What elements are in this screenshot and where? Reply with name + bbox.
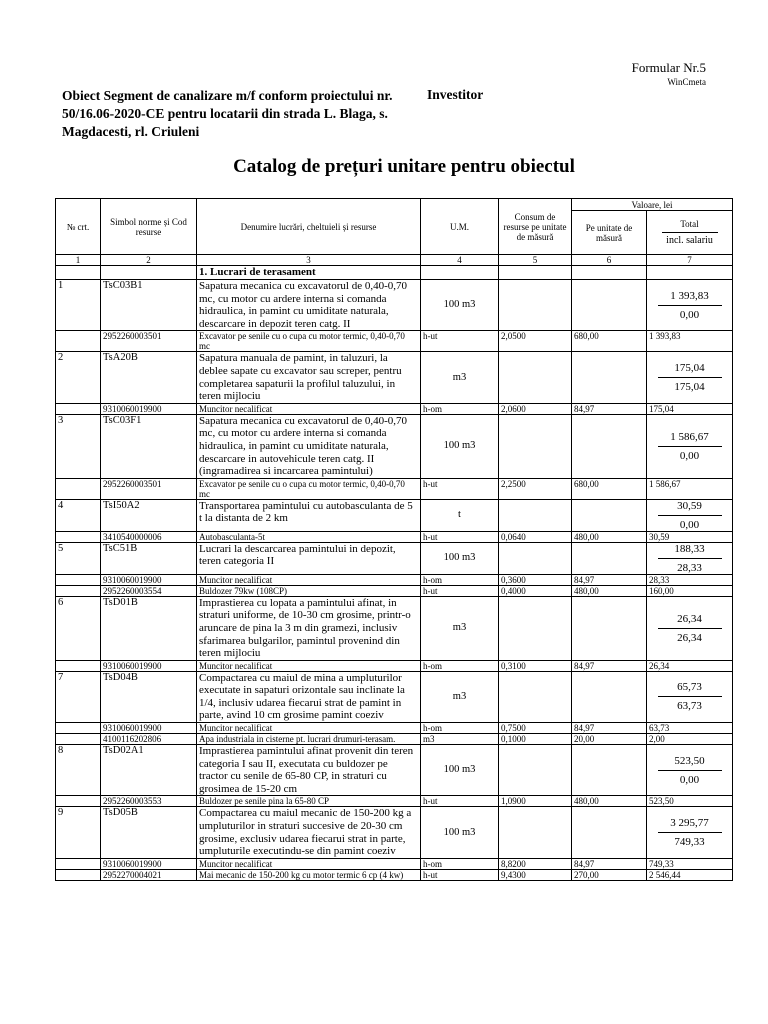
norm-code: TsD02A1: [101, 745, 197, 796]
resource-consumption: 0,4000: [499, 585, 572, 596]
col-pe-unitate-header: Pe unitate de măsură: [572, 211, 647, 255]
resource-description: Muncitor necalificat: [197, 574, 421, 585]
empty-cell: [572, 807, 647, 858]
resource-description: Muncitor necalificat: [197, 403, 421, 414]
table-row: [56, 280, 733, 331]
resource-code: 3410540000006: [101, 531, 197, 542]
col-simbol-header: Simbol norme și Cod resurse: [101, 199, 197, 255]
table-row: [56, 745, 733, 796]
norm-code: TsC03B1: [101, 280, 197, 331]
resource-unit-price: 84,97: [572, 574, 647, 585]
work-description: Sapatura mecanica cu excavatorul de 0,40-0,70 mc, cu motor cu ardere interna si comanda hidraulica, in pamint cu umiditate naturala, descarcare in autovehicule teren catg. II (ingramadirea si incarcarea pamintului): [197, 414, 421, 478]
resource-unit: h-ut: [421, 331, 499, 352]
empty-cell: [572, 414, 647, 478]
total-value-cell: [647, 542, 733, 574]
unit-of-measure: m3: [421, 596, 499, 660]
work-description: Imprastierea cu lopata a pamintului afinat, in straturi uniforme, de 10-30 cm grosime, printr-o aruncare de pina la 3 m din gramezi, inclusiv sfarimarea bulgarilor, pamintul provenind din teren mijlociu: [197, 596, 421, 660]
salary-value: 26,34: [677, 631, 702, 644]
work-description: Transportarea pamintului cu autobasculanta de 5 t la distanta de 2 km: [197, 499, 421, 531]
resource-code: 9310060019900: [101, 723, 197, 734]
software-name: WinCmeta: [667, 77, 706, 87]
resource-row: [56, 331, 733, 352]
total-value-cell: [647, 807, 733, 858]
work-description: Compactarea cu maiul de mina a umpluturilor executate in sapaturi orizontale sau inclinate la 1/4, inclusiv udarea fiecarui strat de pamint in parte, avind 10 cm grosime pamint coeziv: [197, 671, 421, 722]
resource-unit-price: 480,00: [572, 796, 647, 807]
total-value-cell: [647, 280, 733, 331]
resource-total: 26,34: [647, 660, 733, 671]
resource-row: [56, 403, 733, 414]
total-value: 188,33: [674, 542, 705, 555]
unit-of-measure: 100 m3: [421, 807, 499, 858]
col-number: 3: [197, 255, 421, 266]
resource-consumption: 0,7500: [499, 723, 572, 734]
resource-consumption: 0,0640: [499, 531, 572, 542]
unit-of-measure: m3: [421, 671, 499, 722]
item-number: 9: [56, 807, 101, 858]
divider: [658, 696, 722, 697]
resource-unit-price: 84,97: [572, 403, 647, 414]
resource-description: Muncitor necalificat: [197, 723, 421, 734]
salary-value: 749,33: [674, 836, 705, 849]
resource-code: 2952260003553: [101, 796, 197, 807]
divider: [658, 446, 722, 447]
norm-code: TsD05B: [101, 807, 197, 858]
resource-total: 1 393,83: [647, 331, 733, 352]
resource-code: 9310060019900: [101, 660, 197, 671]
total-label: Total: [680, 219, 699, 229]
resource-unit-price: 84,97: [572, 858, 647, 869]
empty-cell: [572, 499, 647, 531]
col-total-header: [647, 211, 733, 255]
col-number: 5: [499, 255, 572, 266]
resource-row: [56, 723, 733, 734]
unit-of-measure: 100 m3: [421, 542, 499, 574]
unit-of-measure: 100 m3: [421, 745, 499, 796]
item-number: 8: [56, 745, 101, 796]
resource-row: [56, 585, 733, 596]
empty-cell: [572, 280, 647, 331]
col-consum-header: Consum de resurse pe unitate de măsură: [499, 199, 572, 255]
resource-consumption: 1,0900: [499, 796, 572, 807]
total-value: 523,50: [674, 754, 705, 767]
resource-unit: h-om: [421, 723, 499, 734]
divider: [658, 558, 722, 559]
resource-consumption: 0,1000: [499, 734, 572, 745]
empty-cell: [56, 660, 101, 671]
resource-total: 63,73: [647, 723, 733, 734]
resource-code: 4100116202806: [101, 734, 197, 745]
resource-total: 30,59: [647, 531, 733, 542]
total-value-cell: [647, 414, 733, 478]
resource-consumption: 0,3100: [499, 660, 572, 671]
resource-code: 2952260003501: [101, 331, 197, 352]
table-row: [56, 807, 733, 858]
item-number: 4: [56, 499, 101, 531]
salary-value: 0,00: [679, 449, 700, 462]
empty-cell: [56, 869, 101, 880]
resource-unit-price: 84,97: [572, 660, 647, 671]
price-catalog-table: [55, 198, 733, 881]
salary-value: 63,73: [677, 700, 702, 713]
resource-row: [56, 858, 733, 869]
resource-total: 28,33: [647, 574, 733, 585]
table-row: [56, 671, 733, 722]
resource-code: 2952270004021: [101, 869, 197, 880]
empty-cell: [56, 723, 101, 734]
total-value: 30,59: [677, 499, 702, 512]
total-value-cell: [647, 671, 733, 722]
item-number: 2: [56, 352, 101, 403]
col-number: 1: [56, 255, 101, 266]
work-description: Sapatura mecanica cu excavatorul de 0,40-0,70 mc, cu motor cu ardere interna si comanda hidraulica, in pamint cu umiditate naturala, descarcare in depozit teren catg. II: [197, 280, 421, 331]
empty-cell: [572, 745, 647, 796]
unit-of-measure: 100 m3: [421, 414, 499, 478]
resource-description: Autobasculanta-5t: [197, 531, 421, 542]
empty-cell: [572, 671, 647, 722]
resource-unit: h-om: [421, 403, 499, 414]
work-description: Compactarea cu maiul mecanic de 150-200 kg a umpluturilor in straturi succesive de 20-30 cm grosime, exclusiv udarea fiecarui strat in parte, umpluturile executindu-se din pamint coeziv: [197, 807, 421, 858]
empty-cell: [56, 796, 101, 807]
resource-unit-price: 84,97: [572, 723, 647, 734]
table-row: [56, 499, 733, 531]
col-number: 4: [421, 255, 499, 266]
resource-consumption: 8,8200: [499, 858, 572, 869]
salary-value: 175,04: [674, 381, 705, 394]
salary-value: 0,00: [679, 518, 700, 531]
resource-total: 2 546,44: [647, 869, 733, 880]
resource-code: 9310060019900: [101, 574, 197, 585]
resource-description: Excavator pe senile cu o cupa cu motor termic, 0,40-0,70 mc: [197, 478, 421, 499]
col-number: 7: [647, 255, 733, 266]
resource-code: 2952260003501: [101, 478, 197, 499]
empty-cell: [499, 671, 572, 722]
total-value: 175,04: [674, 362, 705, 375]
divider: [658, 377, 722, 378]
norm-code: TsC03F1: [101, 414, 197, 478]
column-numbers-row: [56, 255, 733, 266]
resource-unit-price: 270,00: [572, 869, 647, 880]
resource-total: 523,50: [647, 796, 733, 807]
col-number: 2: [101, 255, 197, 266]
empty-cell: [56, 478, 101, 499]
unit-of-measure: 100 m3: [421, 280, 499, 331]
col-nr-header: № crt.: [56, 199, 101, 255]
resource-row: [56, 531, 733, 542]
item-number: 3: [56, 414, 101, 478]
empty-cell: [56, 574, 101, 585]
resource-row: [56, 478, 733, 499]
form-number-label: Formular Nr.5: [631, 60, 706, 75]
item-number: 5: [56, 542, 101, 574]
empty-cell: [56, 858, 101, 869]
empty-cell: [499, 745, 572, 796]
resource-consumption: 9,4300: [499, 869, 572, 880]
col-number: 6: [572, 255, 647, 266]
total-value-cell: [647, 499, 733, 531]
col-um-header: U.M.: [421, 199, 499, 255]
resource-total: 175,04: [647, 403, 733, 414]
resource-unit: h-om: [421, 858, 499, 869]
divider: [658, 770, 722, 771]
empty-cell: [56, 585, 101, 596]
resource-total: 1 586,67: [647, 478, 733, 499]
resource-row: [56, 796, 733, 807]
resource-consumption: 2,0600: [499, 403, 572, 414]
resource-description: Excavator pe senile cu o cupa cu motor termic, 0,40-0,70 mc: [197, 331, 421, 352]
resource-description: Muncitor necalificat: [197, 660, 421, 671]
resource-consumption: 2,0500: [499, 331, 572, 352]
total-value: 3 295,77: [670, 817, 709, 830]
empty-cell: [499, 499, 572, 531]
work-description: Sapatura manuala de pamint, in taluzuri, la deblee sapate cu excavator sau screper, pentru completarea sapaturii la profilul taluzului, in teren mijlociu: [197, 352, 421, 403]
item-number: 6: [56, 596, 101, 660]
norm-code: TsD01B: [101, 596, 197, 660]
unit-of-measure: m3: [421, 352, 499, 403]
norm-code: TsD04B: [101, 671, 197, 722]
resource-unit: m3: [421, 734, 499, 745]
table-row: [56, 596, 733, 660]
divider: [658, 832, 722, 833]
empty-cell: [499, 542, 572, 574]
item-number: 1: [56, 280, 101, 331]
empty-cell: [499, 280, 572, 331]
table-row: [56, 352, 733, 403]
form-number: [632, 60, 706, 87]
resource-unit-price: 680,00: [572, 478, 647, 499]
col-valoare-header: Valoare, lei: [572, 199, 733, 211]
empty-cell: [56, 531, 101, 542]
resource-description: Buldozer pe senile pina la 65-80 CP: [197, 796, 421, 807]
resource-total: 749,33: [647, 858, 733, 869]
resource-unit-price: 480,00: [572, 531, 647, 542]
resource-unit: h-ut: [421, 585, 499, 596]
resource-unit: h-ut: [421, 796, 499, 807]
total-value: 26,34: [677, 612, 702, 625]
divider: [662, 232, 718, 233]
total-value: 1 393,83: [670, 289, 709, 302]
salary-value: 0,00: [679, 773, 700, 786]
empty-cell: [499, 596, 572, 660]
resource-description: Buldozer 79kw (108CP): [197, 585, 421, 596]
empty-cell: [499, 414, 572, 478]
resource-description: Mai mecanic de 150-200 kg cu motor termic 6 cp (4 kw): [197, 869, 421, 880]
section-row: [56, 266, 733, 280]
norm-code: TsC51B: [101, 542, 197, 574]
total-value-cell: [647, 352, 733, 403]
resource-code: 9310060019900: [101, 858, 197, 869]
divider: [658, 628, 722, 629]
document-title: Catalog de prețuri unitare pentru obiectul: [233, 156, 575, 177]
resource-total: 2,00: [647, 734, 733, 745]
resource-unit-price: 480,00: [572, 585, 647, 596]
total-value-cell: [647, 596, 733, 660]
resource-consumption: 0,3600: [499, 574, 572, 585]
resource-description: Muncitor necalificat: [197, 858, 421, 869]
empty-cell: [572, 542, 647, 574]
resource-unit-price: 680,00: [572, 331, 647, 352]
resource-unit: h-ut: [421, 531, 499, 542]
empty-cell: [572, 352, 647, 403]
work-description: Lucrari la descarcarea pamintului in depozit, teren categoria II: [197, 542, 421, 574]
resource-row: [56, 660, 733, 671]
resource-row: [56, 734, 733, 745]
empty-cell: [56, 331, 101, 352]
resource-unit: h-ut: [421, 869, 499, 880]
salary-value: 0,00: [679, 308, 700, 321]
resource-code: 2952260003554: [101, 585, 197, 596]
empty-cell: [499, 807, 572, 858]
resource-unit: h-om: [421, 574, 499, 585]
resource-code: 9310060019900: [101, 403, 197, 414]
unit-of-measure: t: [421, 499, 499, 531]
total-value: 65,73: [677, 681, 702, 694]
table-row: [56, 542, 733, 574]
norm-code: TsI50A2: [101, 499, 197, 531]
incl-salariu-label: incl. salariu: [666, 235, 713, 246]
resource-description: Apa industriala in cisterne pt. lucrari drumuri-terasam.: [197, 734, 421, 745]
empty-cell: [499, 352, 572, 403]
investor-label: Investitor: [427, 87, 484, 102]
col-denumire-header: Denumire lucrări, cheltuieli și resurse: [197, 199, 421, 255]
empty-cell: [56, 403, 101, 414]
divider: [658, 515, 722, 516]
resource-unit: h-om: [421, 660, 499, 671]
resource-unit-price: 20,00: [572, 734, 647, 745]
norm-code: TsA20B: [101, 352, 197, 403]
resource-row: [56, 574, 733, 585]
empty-cell: [56, 734, 101, 745]
resource-consumption: 2,2500: [499, 478, 572, 499]
table-row: [56, 414, 733, 478]
total-value-cell: [647, 745, 733, 796]
item-number: 7: [56, 671, 101, 722]
section-title: 1. Lucrari de terasament: [197, 266, 421, 280]
resource-row: [56, 869, 733, 880]
resource-total: 160,00: [647, 585, 733, 596]
total-value: 1 586,67: [670, 430, 709, 443]
empty-cell: [572, 596, 647, 660]
salary-value: 28,33: [677, 561, 702, 574]
object-description: Obiect Segment de canalizare m/f conform proiectului nr. 50/16.06-2020-CE pentru locatarii din strada L. Blaga, s. Magdacesti, rl. Criuleni: [62, 88, 393, 139]
resource-unit: h-ut: [421, 478, 499, 499]
work-description: Imprastierea pamintului afinat provenit din teren categoria I sau II, executata cu buldozer pe tractor cu senile de 65-80 CP, in straturi cu grosimea de 15-20 cm: [197, 745, 421, 796]
divider: [658, 305, 722, 306]
